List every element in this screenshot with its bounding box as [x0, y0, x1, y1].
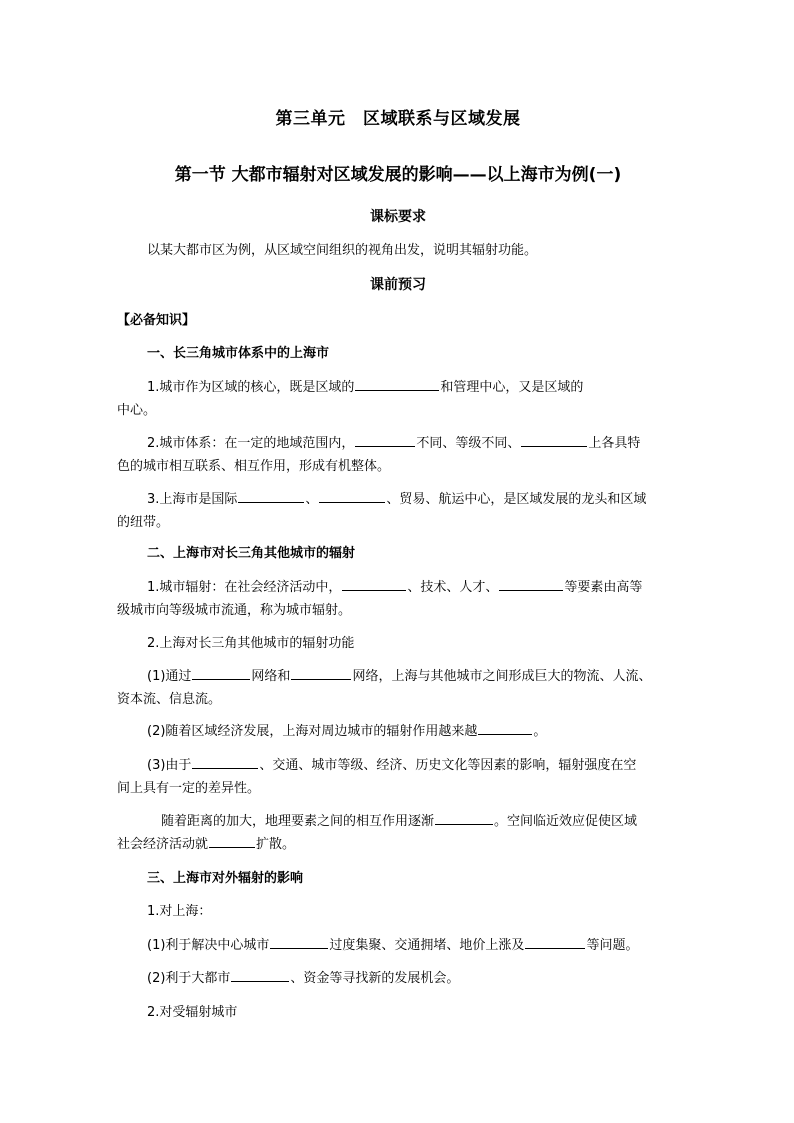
part3-sub2: [117, 966, 679, 991]
part2-note-line2: [117, 832, 679, 857]
text: 社会经济活动就: [117, 837, 209, 852]
preview-heading: 课前预习: [370, 277, 426, 293]
text: 。: [533, 724, 547, 739]
text: (2)利于大都市: [147, 971, 231, 986]
part2-sub1-line2: 资本流、信息流。: [117, 692, 222, 707]
fill-blank[interactable]: [521, 433, 587, 447]
text: 过度集聚、交通拥堵、地价上涨及: [329, 938, 525, 953]
text: 网络和: [251, 669, 291, 684]
text: 等问题。: [586, 938, 639, 953]
part2-sub2: [117, 719, 679, 744]
part2-sub3-line1: [117, 753, 679, 778]
part1-heading: 一、长三角城市体系中的上海市: [147, 346, 330, 361]
part3-heading: 三、上海市对外辐射的影响: [147, 871, 304, 886]
fill-blank[interactable]: [355, 433, 415, 447]
fill-blank[interactable]: [499, 577, 563, 591]
text: (2)随着区域经济发展，上海对周边城市的辐射作用越来越: [147, 724, 478, 739]
text: 扩散。: [256, 837, 296, 852]
text: 、: [305, 492, 319, 507]
knowledge-label: 【必备知识】: [117, 313, 196, 328]
text: 1.城市作为区域的核心，既是区域的: [147, 380, 355, 395]
fill-blank[interactable]: [270, 935, 328, 949]
text: (1)利于解决中心城市: [147, 938, 270, 953]
fill-blank[interactable]: [209, 834, 255, 848]
curriculum-heading: 课标要求: [370, 209, 426, 225]
text: 网络，上海与其他城市之间形成巨大的物流、人流、: [352, 669, 652, 684]
part2-item1-line1: [117, 575, 679, 600]
part3-item2: 2.对受辐射城市: [147, 1005, 238, 1020]
part1-item2-line1: [117, 431, 679, 456]
fill-blank[interactable]: [478, 721, 532, 735]
fill-blank[interactable]: [435, 811, 493, 825]
fill-blank[interactable]: [192, 755, 258, 769]
fill-blank[interactable]: [291, 666, 351, 680]
text: 、资金等寻找新的发展机会。: [290, 971, 460, 986]
part2-sub3-line2: 间上具有一定的差异性。: [117, 781, 261, 796]
part1-item2-line2: 色的城市相互联系、相互作用，形成有机整体。: [117, 459, 391, 474]
part1-item1-line1: [117, 375, 679, 400]
part1-item3-line2: 的纽带。: [117, 515, 170, 530]
text: 随着距离的加大，地理要素之间的相互作用逐渐: [161, 814, 435, 829]
fill-blank[interactable]: [342, 577, 406, 591]
fill-blank[interactable]: [355, 377, 439, 391]
text: 和管理中心，又是区域的: [440, 380, 584, 395]
text: 不同、等级不同、: [416, 436, 521, 451]
fill-blank[interactable]: [238, 489, 304, 503]
part2-heading: 二、上海市对长三角其他城市的辐射: [147, 546, 356, 561]
part2-item2: 2.上海对长三角其他城市的辐射功能: [147, 636, 355, 651]
text: 等要素由高等: [564, 580, 643, 595]
part1-item1-line2: 中心。: [117, 403, 157, 418]
part3-sub1: [117, 933, 679, 958]
text: 、贸易、航运中心，是区域发展的龙头和区域: [386, 492, 647, 507]
part3-item1: 1.对上海：: [147, 904, 212, 919]
part1-item3-line1: [117, 487, 679, 512]
text: 、技术、人才、: [407, 580, 499, 595]
text: (3)由于: [147, 758, 192, 773]
curriculum-text: 以某大都市区为例，从区域空间组织的视角出发，说明其辐射功能。: [147, 243, 538, 258]
fill-blank[interactable]: [319, 489, 385, 503]
fill-blank[interactable]: [192, 666, 250, 680]
fill-blank[interactable]: [231, 968, 289, 982]
text: 。空间临近效应促使区域: [494, 814, 638, 829]
part2-sub1-line1: [117, 664, 679, 689]
text: 3.上海市是国际: [147, 492, 238, 507]
fill-blank[interactable]: [525, 935, 585, 949]
unit-title: 第三单元 区域联系与区域发展: [275, 109, 521, 129]
text: 上各具特: [588, 436, 641, 451]
text: 1.城市辐射：在社会经济活动中，: [147, 580, 342, 595]
part2-item1-line2: 级城市向等级城市流通，称为城市辐射。: [117, 603, 352, 618]
text: 、交通、城市等级、经济、历史文化等因素的影响，辐射强度在空: [259, 758, 637, 773]
section-title: 第一节 大都市辐射对区域发展的影响——以上海市为例(一): [174, 165, 622, 185]
text: (1)通过: [147, 669, 192, 684]
part2-note-line1: [117, 809, 679, 834]
text: 2.城市体系：在一定的地域范围内，: [147, 436, 355, 451]
